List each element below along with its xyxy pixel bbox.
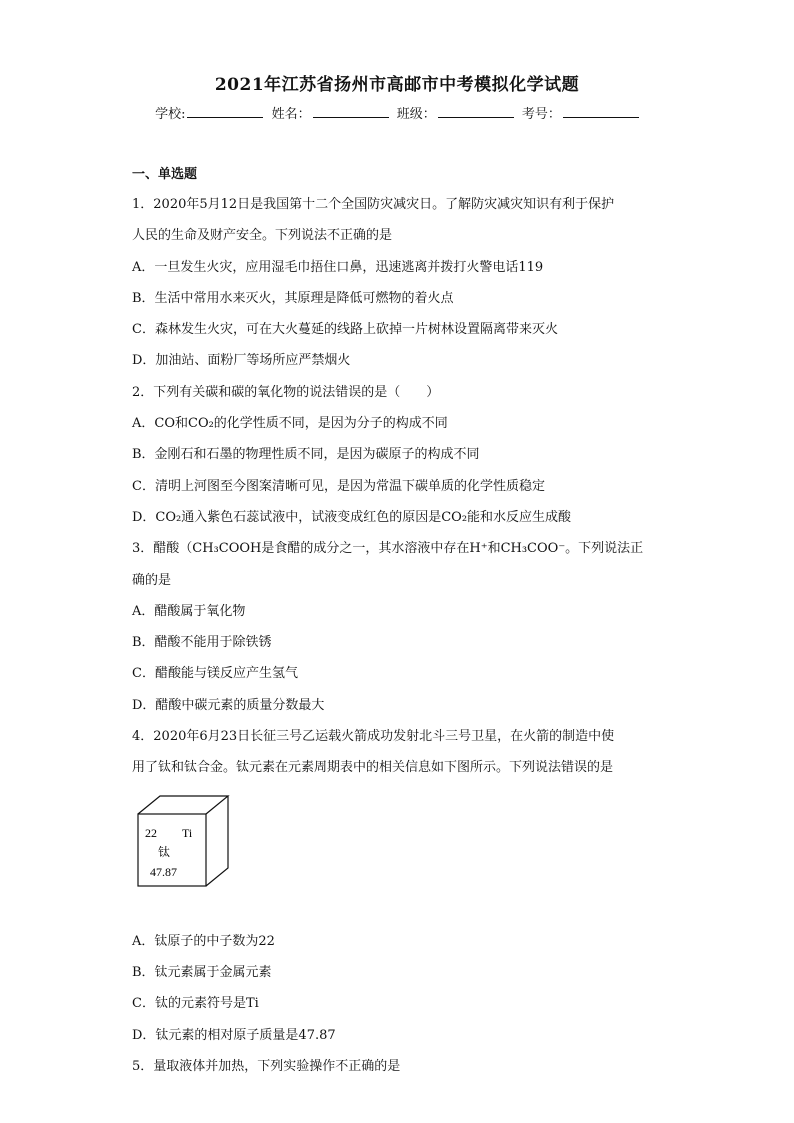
option-a: A．钛原子的中子数为22 [132,933,275,949]
option-a: A．一旦发生火灾，应用湿毛巾捂住口鼻，迅速逃离并拨打火警电话119 [132,259,544,275]
school-field [155,103,263,122]
exam-number-blank[interactable] [563,105,639,118]
school-blank[interactable] [187,105,263,118]
question-1 [132,193,672,381]
school-label: 学校: [155,107,186,122]
option-c: C．钛的元素符号是Ti [132,996,259,1012]
exam-number-field [522,103,639,122]
element-symbol: Ti [182,825,193,840]
element-cube-figure [132,794,672,904]
name-field [272,103,389,122]
section-heading: 一、单选题 [132,167,198,182]
element-cube-svg [136,794,236,890]
question-stem-line: 确的是 [132,572,172,588]
option-c: C．森林发生火灾，可在大火蔓延的线路上砍掉一片树林设置隔离带来灭火 [132,322,558,338]
option-c: C．清明上河图至今图案清晰可见，是因为常温下碳单质的化学性质稳定 [132,478,545,494]
exam-number-label: 考号： [521,107,561,122]
class-field [397,103,514,122]
option-d: D．钛元素的相对原子质量是47.87 [132,1027,336,1043]
option-b: B．醋酸不能用于除铁锈 [132,635,272,651]
option-b: B．钛元素属于金属元素 [132,964,272,980]
exam-content [132,163,672,1086]
question-stem-line: 3．醋酸（CH₃COOH是食醋的成分之一，其水溶液中存在H⁺和CH₃COO⁻。下列说法正 [132,541,644,557]
option-d: D．CO₂通入紫色石蕊试液中，试液变成红色的原因是CO₂能和水反应生成酸 [132,509,572,525]
question-stem-line: 1．2020年5月12日是我国第十二个全国防灾减灾日。了解防灾减灾知识有利于保护 [132,197,615,212]
cube-top-face [138,796,228,814]
class-label: 班级： [396,107,436,122]
atomic-number: 22 [145,825,157,840]
question-stem-line: 人民的生命及财产安全。下列说法不正确的是 [132,228,393,244]
atomic-mass: 47.87 [150,864,177,879]
question-stem-line: 4．2020年6月23日长征三号乙运载火箭成功发射北斗三号卫星，在火箭的制造中使 [132,729,615,745]
question-stem-line: 2．下列有关碳和碳的氧化物的说法错误的是（ ） [132,384,440,400]
student-info-line [0,103,794,122]
class-blank[interactable] [438,105,514,118]
question-stem-line: 5．量取液体并加热，下列实验操作不正确的是 [132,1058,401,1074]
question-2 [132,381,672,537]
name-blank[interactable] [313,105,389,118]
question-4 [132,725,672,1055]
element-name: 钛 [158,844,171,859]
option-a: A．CO和CO₂的化学性质不同，是因为分子的构成不同 [132,416,448,432]
option-c: C．醋酸能与镁反应产生氢气 [132,666,298,682]
question-3 [132,537,672,725]
option-d: D．醋酸中碳元素的质量分数最大 [132,697,325,713]
question-stem-line: 用了钛和钛合金。钛元素在元素周期表中的相关信息如下图所示。下列说法错误的是 [132,760,614,776]
cube-side-face [206,796,228,886]
option-a: A．醋酸属于氧化物 [132,603,246,619]
option-b: B．金刚石和石墨的物理性质不同，是因为碳原子的构成不同 [132,447,480,463]
option-b: B．生活中常用水来灭火，其原理是降低可燃物的着火点 [132,290,454,306]
name-label: 姓名： [271,107,311,122]
option-d: D．加油站、面粉厂等场所应严禁烟火 [132,353,351,369]
page-title: 2021年江苏省扬州市高邮市中考模拟化学试题 [214,75,580,95]
question-5 [132,1055,672,1086]
